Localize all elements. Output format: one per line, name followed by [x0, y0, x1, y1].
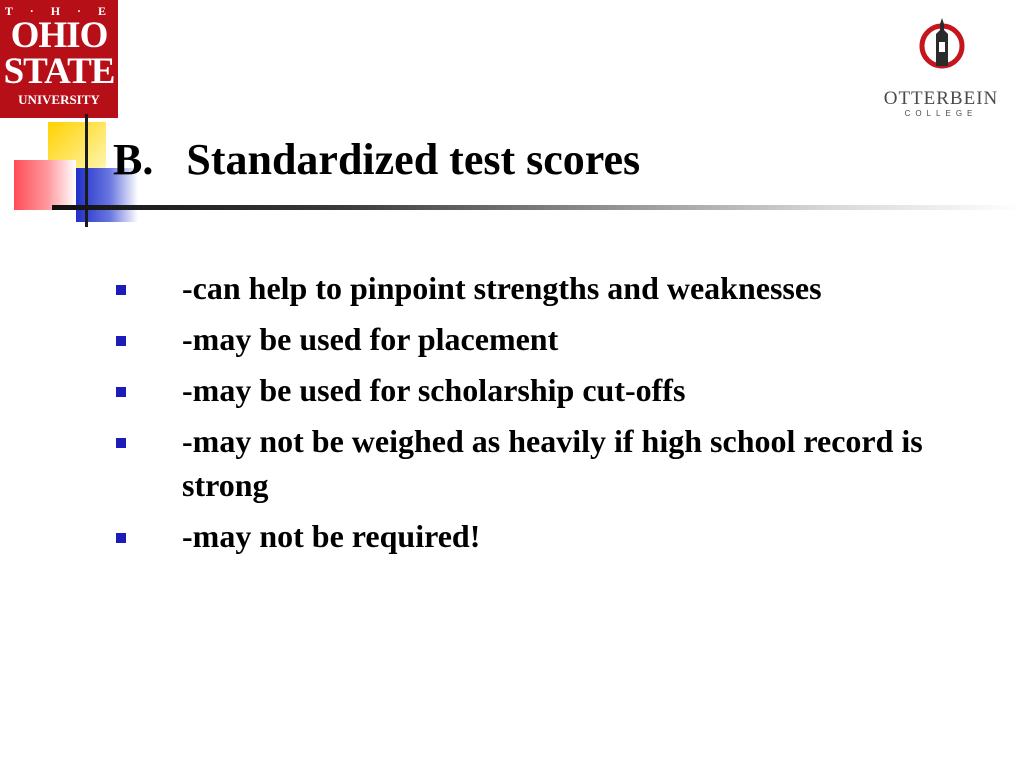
logo-ohio-text: OHIO — [10, 15, 108, 56]
bullet-text: -may not be weighed as heavily if high school record is strong — [182, 423, 923, 503]
slide-title: B. Standardized test scores — [113, 135, 641, 184]
decorative-vertical-line — [85, 114, 88, 227]
logo-state-text: STATE — [3, 51, 115, 92]
bullet-item — [112, 368, 992, 412]
logo-university-text: UNIVERSITY — [18, 92, 100, 107]
square-bullet-icon — [116, 387, 126, 397]
square-bullet-icon — [116, 438, 126, 448]
bullet-text: -can help to pinpoint strengths and weaknesses — [182, 270, 822, 306]
ohio-state-logo — [0, 0, 118, 118]
bullet-item — [112, 317, 992, 361]
bullet-list — [112, 266, 992, 565]
bullet-text: -may be used for placement — [182, 321, 559, 357]
bullet-text: -may be used for scholarship cut-offs — [182, 372, 686, 408]
otterbein-name: OTTERBEIN — [883, 88, 999, 109]
bullet-item — [112, 266, 992, 310]
square-bullet-icon — [116, 285, 126, 295]
square-bullet-icon — [116, 336, 126, 346]
title-underline — [52, 205, 1024, 210]
otterbein-emblem-icon — [918, 16, 966, 72]
otterbein-logo — [866, 14, 1016, 118]
otterbein-subtitle: COLLEGE — [904, 109, 978, 118]
bullet-item — [112, 514, 992, 558]
square-bullet-icon — [116, 533, 126, 543]
decorative-red-square — [14, 160, 76, 210]
logo-the-text: T · H · E — [4, 4, 114, 18]
bullet-text: -may not be required! — [182, 518, 481, 554]
bullet-item — [112, 419, 992, 507]
